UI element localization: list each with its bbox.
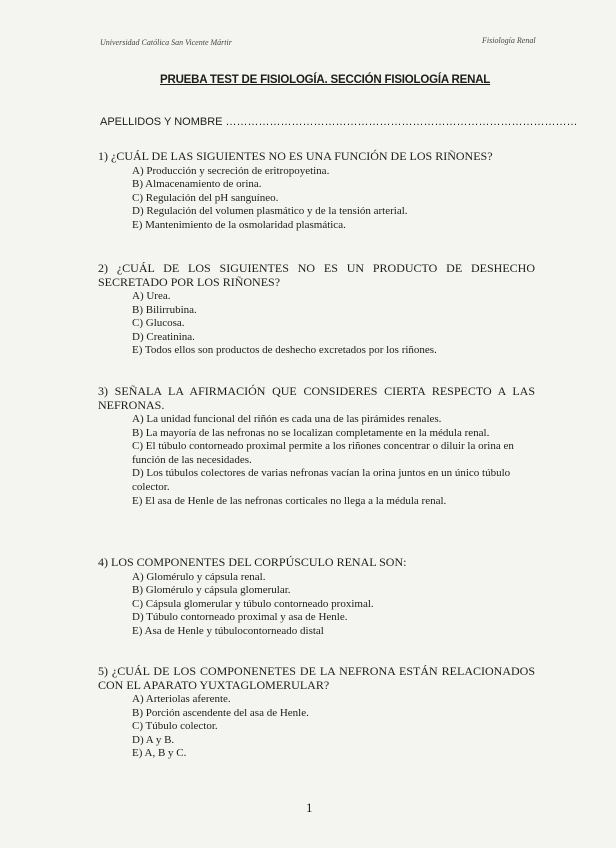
option-1b: B) Almacenamiento de orina. (132, 178, 262, 191)
option-3d: D) Los túbulos colectores de varias nefronas vacían la orina juntos en un único túbulo colector. (132, 467, 511, 493)
question-2-options (98, 290, 535, 358)
question-4-options (98, 571, 535, 639)
option-3e: E) El asa de Henle de las nefronas corticales no llega a la médula renal. (132, 494, 447, 507)
question-4 (98, 556, 535, 638)
question-3-text: 3) SEÑALA LA AFIRMACIÓN QUE CONSIDERES CIERTA RESPECTO A LAS NEFRONAS. (98, 384, 535, 412)
option-3c: C) El túbulo contorneado proximal permite a los riñones concentrar o diluir la orina en función de las necesidades. (132, 440, 514, 466)
option-1d: D) Regulación del volumen plasmático y de la tensión arterial. (132, 205, 408, 218)
question-1-text: 1) ¿CUÁL DE LAS SIGUIENTES NO ES UNA FUNCIÓN DE LOS RIÑONES? (98, 149, 493, 163)
question-3-options (98, 413, 535, 508)
option-2e: E) Todos ellos son productos de deshecho excretados por los riñones. (132, 344, 437, 357)
option-2c: C) Glucosa. (132, 317, 185, 330)
header-subject: Fisiología Renal (482, 36, 536, 45)
option-4b: B) Glomérulo y cápsula glomerular. (132, 584, 291, 597)
option-5d: D) A y B. (132, 733, 175, 746)
option-4a: A) Glomérulo y cápsula renal. (132, 570, 266, 583)
option-1a: A) Producción y secreción de eritropoyetina. (132, 164, 330, 177)
header-institution: Universidad Católica San Vicente Mártir (100, 38, 232, 47)
option-3b: B) La mayoría de las nefronas no se localizan completamente en la médula renal. (132, 426, 490, 439)
question-5 (98, 665, 535, 761)
option-4d: D) Túbulo contorneado proximal y asa de Henle. (132, 611, 348, 624)
page-number: 1 (306, 800, 313, 815)
option-2b: B) Bilirrubina. (132, 303, 197, 316)
option-4c: C) Cápsula glomerular y túbulo contorneado proximal. (132, 597, 374, 610)
question-3 (98, 385, 535, 508)
exam-title: PRUEBA TEST DE FISIOLOGÍA. SECCIÓN FISIOLOGÍA RENAL (160, 74, 491, 86)
question-5-options (98, 693, 535, 761)
question-2 (98, 262, 535, 358)
option-5c: C) Túbulo colector. (132, 720, 218, 733)
name-field-line: APELLIDOS Y NOMBRE …………………………………………………………………………………… (100, 116, 578, 128)
option-2a: A) Urea. (132, 290, 171, 302)
option-1c: C) Regulación del pH sanguíneo. (132, 191, 279, 204)
question-1-options (98, 165, 535, 233)
option-5e: E) A, B y C. (132, 747, 187, 760)
option-1e: E) Mantenimiento de la osmolaridad plasmática. (132, 218, 346, 231)
question-1 (98, 150, 535, 232)
option-5b: B) Porción ascendente del asa de Henle. (132, 706, 309, 719)
option-4e: E) Asa de Henle y túbulocontorneado distal (132, 624, 324, 637)
option-3a: A) La unidad funcional del riñón es cada una de las pirámides renales. (132, 413, 442, 425)
question-2-text: 2) ¿CUÁL DE LOS SIGUIENTES NO ES UN PRODUCTO DE DESHECHO SECRETADO POR LOS RIÑONES? (98, 261, 535, 289)
option-2d: D) Creatinina. (132, 330, 195, 343)
question-5-text: 5) ¿CUÁL DE LOS COMPONENETES DE LA NEFRONA ESTÁN RELACIONADOS CON EL APARATO YUXTAGLOMERULAR? (98, 664, 535, 692)
option-5a: A) Arteriolas aferente. (132, 693, 231, 705)
question-4-text: 4) LOS COMPONENTES DEL CORPÚSCULO RENAL SON: (98, 555, 407, 569)
